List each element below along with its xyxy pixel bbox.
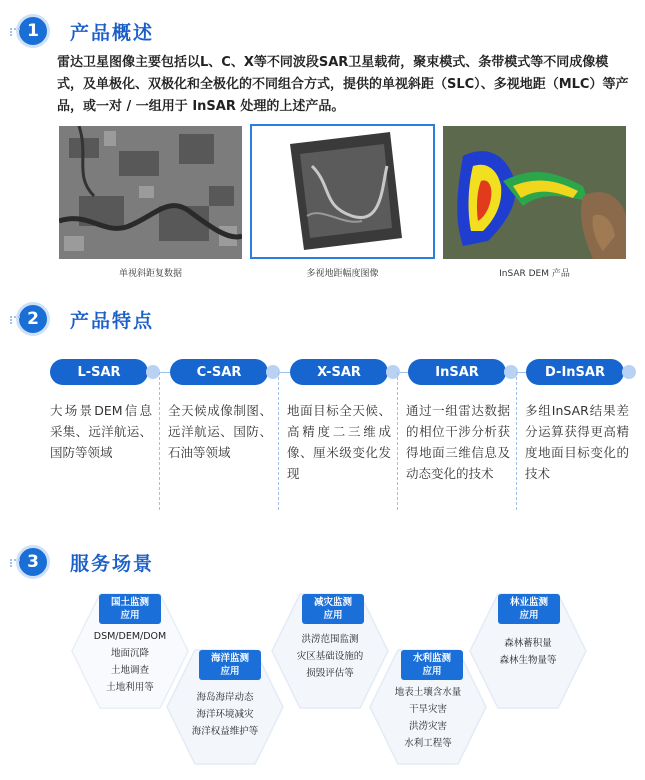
service-items-land	[70, 628, 190, 696]
section-number: 2	[16, 302, 50, 336]
service-item: 水利工程等	[404, 738, 452, 749]
service-badge-subtitle: 应用	[120, 610, 140, 621]
section-number-badge	[16, 545, 56, 579]
image-caption: 多视地距幅度图像	[306, 269, 379, 279]
feature-desc-x-sar: 地面目标全天候、高精度二三维成像、厘米级变化发现	[287, 403, 391, 481]
service-badge-title: 国土监测	[110, 597, 149, 608]
service-item: 损毁评估等	[306, 668, 354, 679]
section-number: 1	[16, 14, 50, 48]
section-header-services	[16, 545, 154, 579]
image-caption: InSAR DEM 产品	[499, 269, 570, 279]
feature-label-x-sar: X-SAR	[290, 359, 388, 385]
service-item: 海洋权益维护等	[191, 726, 259, 737]
section-title: 服务场景	[70, 552, 155, 575]
section-header-features	[16, 302, 154, 336]
service-item: 洪涝灾害	[408, 721, 447, 732]
feature-divider	[397, 372, 398, 510]
section-title: 产品概述	[70, 21, 155, 44]
service-badge-disaster	[302, 594, 364, 624]
section-number: 3	[16, 545, 50, 579]
feature-divider	[516, 372, 517, 510]
feature-label-l-sar: L-SAR	[50, 359, 148, 385]
service-item: 土地调查	[110, 665, 149, 676]
feature-divider	[159, 372, 160, 510]
service-badge-subtitle: 应用	[220, 666, 240, 677]
service-item: 海岛海岸动态	[196, 692, 254, 703]
service-badge-title: 海洋监测	[210, 653, 249, 664]
feature-label-insar: InSAR	[408, 359, 506, 385]
service-item: 森林蓄积量	[504, 638, 552, 649]
mlc-image-frame	[250, 124, 435, 259]
feature-desc-insar: 通过一组雷达数据的相位干涉分析获得地面三维信息及动态变化的技术	[406, 403, 510, 481]
service-badge-title: 林业监测	[509, 597, 548, 608]
feature-label-d-insar: D-InSAR	[526, 359, 624, 385]
image-caption: 单视斜距复数据	[118, 269, 182, 279]
service-badge-forest	[498, 594, 560, 624]
service-item: 森林生物量等	[499, 655, 557, 666]
section-title: 产品特点	[70, 309, 155, 332]
feature-label-c-sar: C-SAR	[170, 359, 268, 385]
section-header-overview	[16, 14, 154, 48]
service-badge-title: 水利监测	[412, 653, 451, 664]
service-items-disaster	[270, 631, 390, 682]
service-item: 海洋环境减灾	[196, 709, 254, 720]
service-badge-subtitle: 应用	[323, 610, 343, 621]
slc-sar-image	[59, 126, 242, 259]
service-item: 干旱灾害	[408, 704, 447, 715]
service-item: 灾区基础设施的	[296, 651, 364, 662]
feature-desc-l-sar: 大场景DEM信息采集、远洋航运、国防等领域	[50, 403, 152, 460]
insar-dem-image	[443, 126, 626, 259]
service-badge-ocean	[199, 650, 261, 680]
service-items-water	[368, 684, 488, 752]
service-badge-land	[99, 594, 161, 624]
mlc-sar-image	[252, 126, 433, 257]
service-badge-title: 减灾监测	[313, 597, 352, 608]
section-number-badge	[16, 302, 56, 336]
service-item: 土地利用等	[106, 682, 154, 693]
service-items-ocean	[165, 689, 285, 740]
feature-desc-c-sar: 全天候成像制图、远洋航运、国防、石油等领域	[168, 403, 272, 460]
feature-divider	[278, 372, 279, 510]
service-badge-water	[401, 650, 463, 680]
section-number-badge	[16, 14, 56, 48]
service-badge-subtitle: 应用	[519, 610, 539, 621]
service-item: 地表土壤含水量	[394, 687, 462, 698]
overview-paragraph: 雷达卫星图像主要包括以L、C、X等不同波段SAR卫星载荷，聚束模式、条带模式等不同成像模式，及单极化、双极化和全极化的不同组合方式，提供的单视斜距（SLC）、多视地距（MLC）等产品，或一对 / 一组用于 InSAR 处理的上述产品。	[57, 55, 629, 114]
service-items-forest	[468, 635, 588, 669]
service-item: 洪涝范围监测	[301, 634, 359, 645]
service-badge-subtitle: 应用	[422, 666, 442, 677]
service-item: 地面沉降	[110, 648, 149, 659]
feature-desc-d-insar: 多组InSAR结果差分运算获得更高精度地面目标变化的技术	[525, 403, 629, 481]
service-item: DSM/DEM/DOM	[93, 631, 167, 642]
